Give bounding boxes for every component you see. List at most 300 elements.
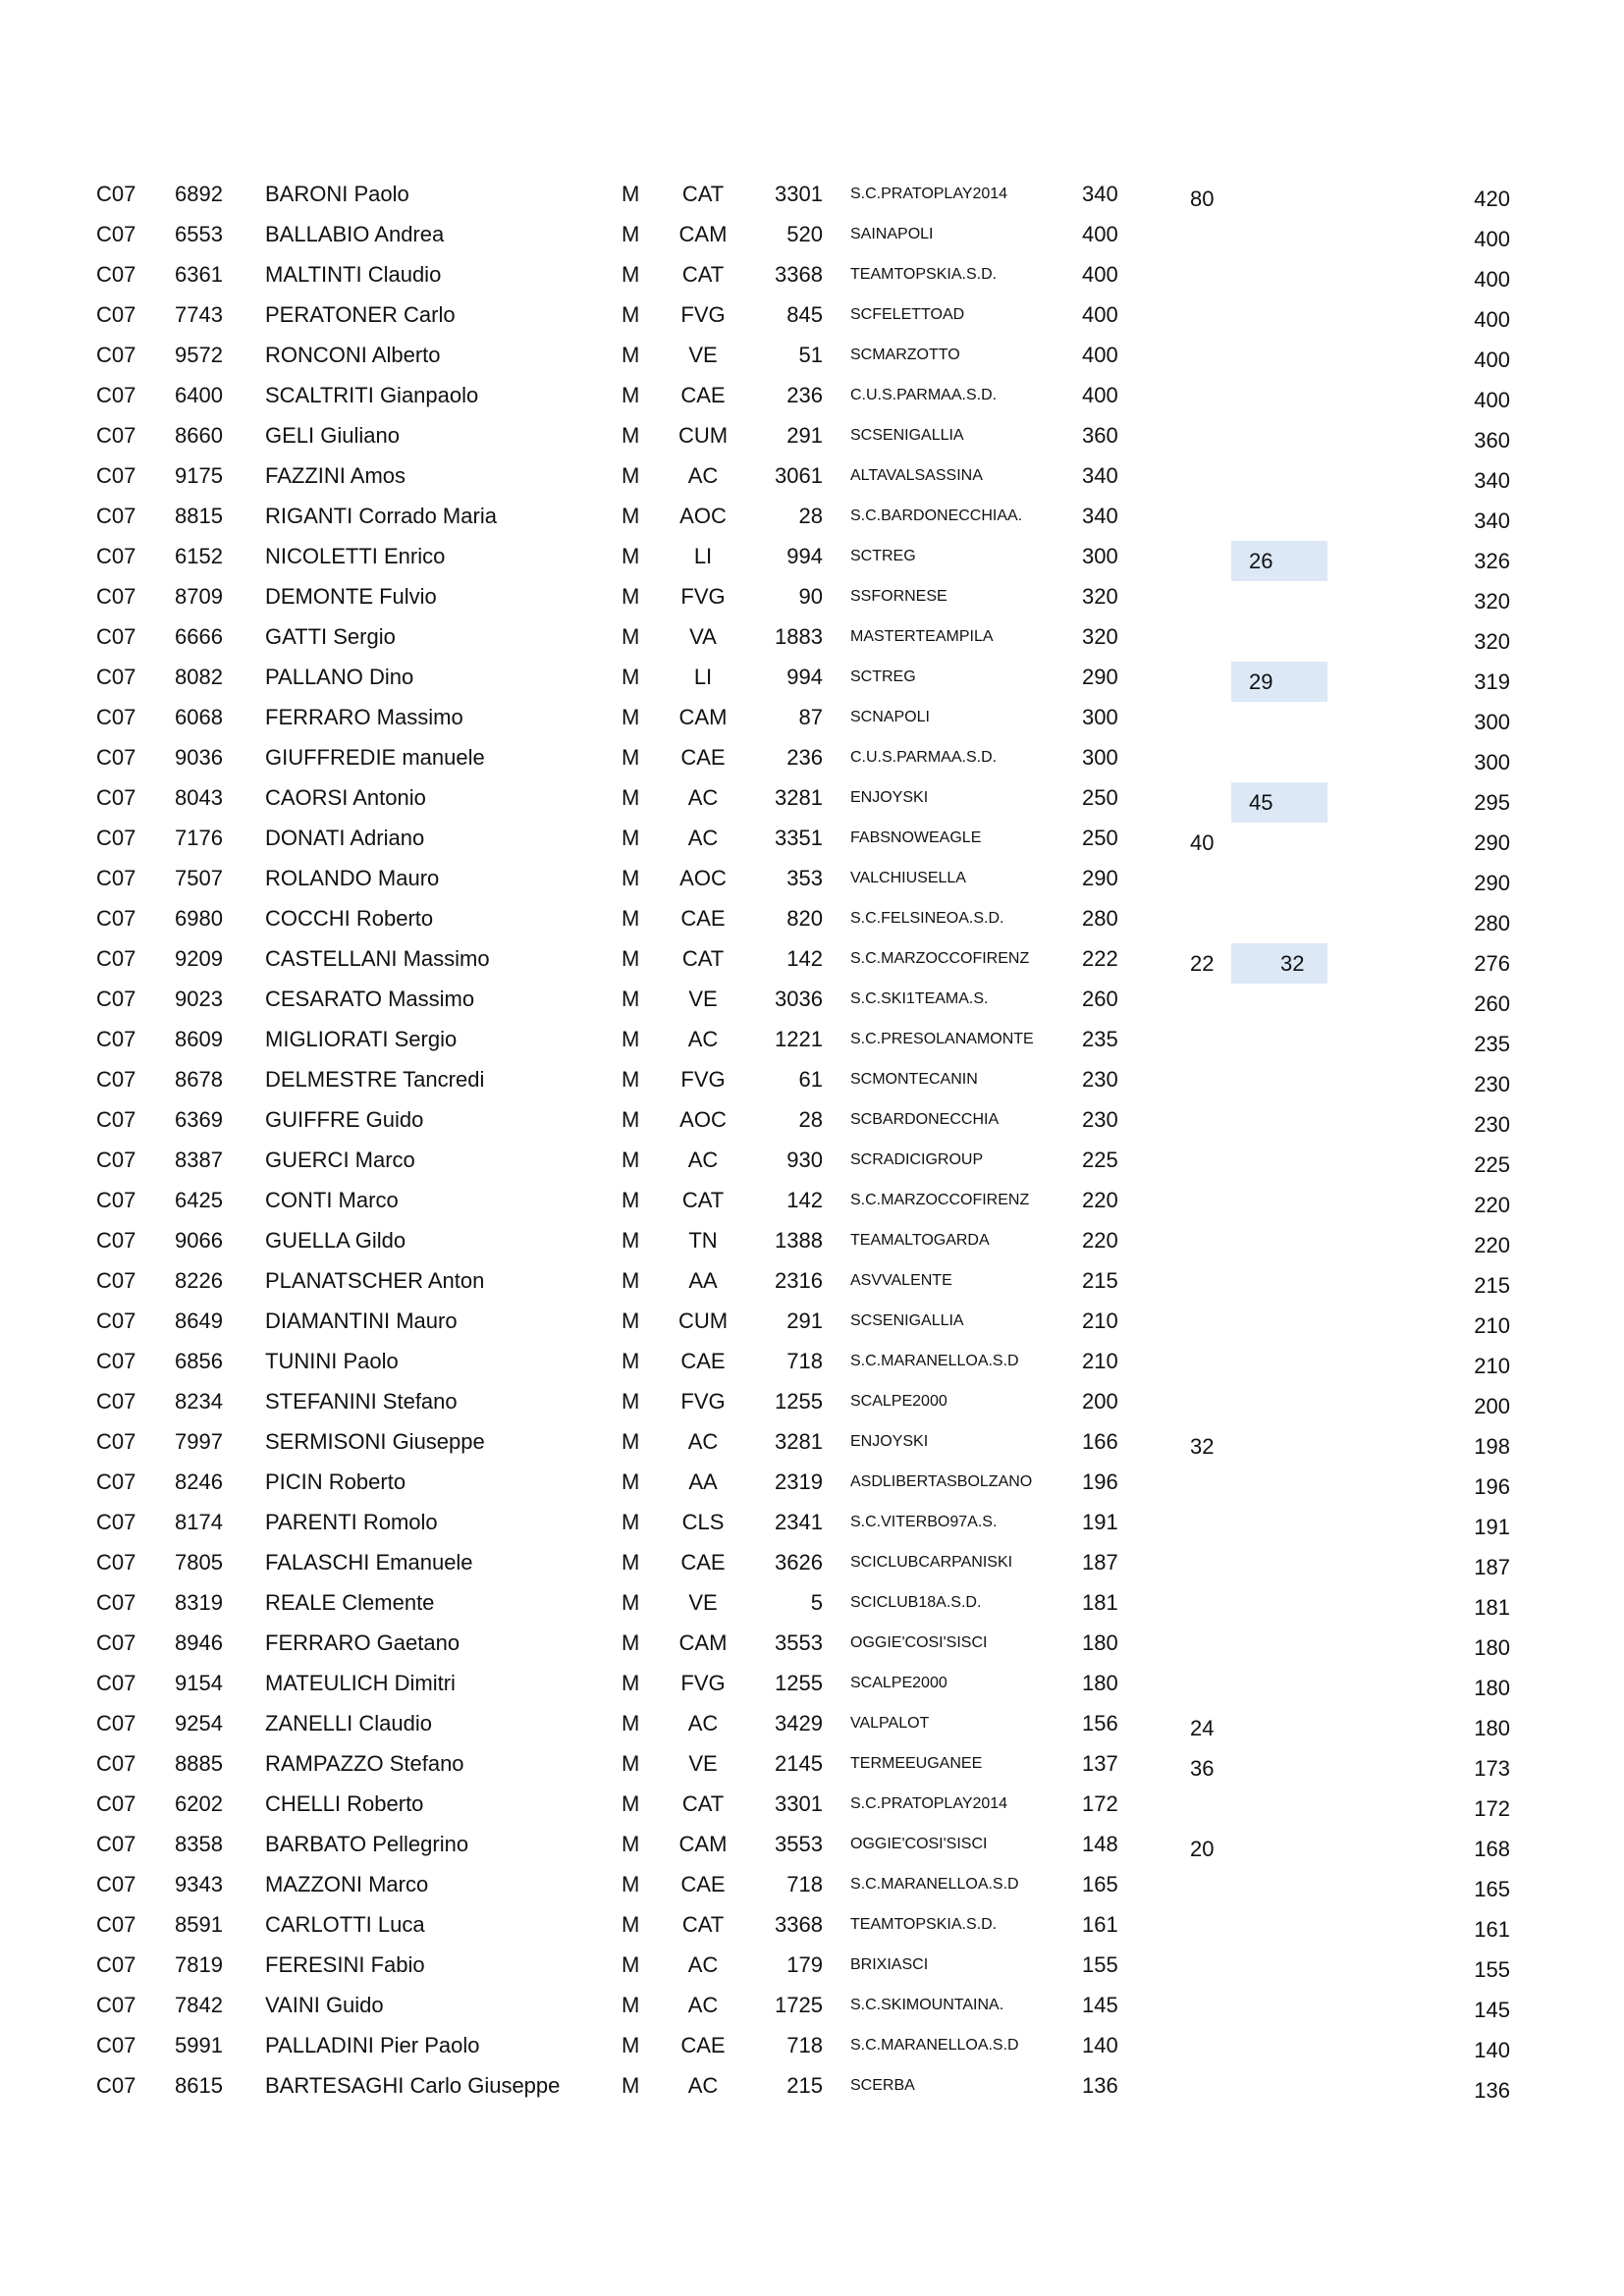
points-cell: 180 bbox=[1082, 1671, 1118, 1695]
athlete-code-cell: 7997 bbox=[175, 1429, 223, 1454]
region-cell: FVG bbox=[680, 1671, 726, 1695]
table-row bbox=[0, 938, 1624, 979]
sex-cell: M bbox=[622, 262, 640, 287]
region-cell: CAT bbox=[681, 182, 725, 206]
category-cell: C07 bbox=[96, 1872, 136, 1896]
athlete-name-cell: COCCHI Roberto bbox=[265, 906, 434, 931]
bonus2-cell bbox=[1231, 863, 1327, 903]
table-row bbox=[0, 1180, 1624, 1220]
bonus2-cell bbox=[1231, 1024, 1327, 1064]
total-cell: 400 bbox=[1474, 347, 1510, 372]
athlete-name-cell: DEMONTE Fulvio bbox=[265, 584, 437, 609]
athlete-name-cell: VAINI Guido bbox=[265, 1993, 384, 2017]
category-cell: C07 bbox=[96, 1751, 136, 1776]
sex-cell: M bbox=[622, 1791, 640, 1816]
points-cell: 165 bbox=[1082, 1872, 1118, 1896]
bonus2-cell bbox=[1231, 2070, 1327, 2110]
bonus2-cell bbox=[1231, 219, 1327, 259]
region-cell: CUM bbox=[677, 423, 729, 448]
category-cell: C07 bbox=[96, 383, 136, 407]
table-row bbox=[0, 1784, 1624, 1824]
club-code-cell: 142 bbox=[786, 946, 823, 971]
club-code-cell: 2145 bbox=[775, 1751, 823, 1776]
athlete-name-cell: BALLABIO Andrea bbox=[265, 222, 445, 246]
athlete-code-cell: 9254 bbox=[175, 1711, 223, 1735]
points-cell: 196 bbox=[1082, 1469, 1118, 1494]
athlete-code-cell: 6361 bbox=[175, 262, 223, 287]
athlete-name-cell: CONTI Marco bbox=[265, 1188, 399, 1212]
total-cell: 198 bbox=[1474, 1434, 1510, 1459]
athlete-name-cell: FERESINI Fabio bbox=[265, 1952, 425, 1977]
bonus1-cell: 32 bbox=[1190, 1434, 1215, 1459]
sex-cell: M bbox=[622, 584, 640, 609]
points-cell: 140 bbox=[1082, 2033, 1118, 2057]
sex-cell: M bbox=[622, 946, 640, 971]
club-code-cell: 1255 bbox=[775, 1389, 823, 1414]
club-code-cell: 994 bbox=[786, 544, 823, 568]
points-cell: 290 bbox=[1082, 665, 1118, 689]
club-code-cell: 718 bbox=[786, 2033, 823, 2057]
athlete-code-cell: 6553 bbox=[175, 222, 223, 246]
region-cell: CAE bbox=[680, 1349, 726, 1373]
athlete-code-cell: 8082 bbox=[175, 665, 223, 689]
club-code-cell: 3351 bbox=[775, 826, 823, 850]
total-cell: 400 bbox=[1474, 307, 1510, 332]
table-row bbox=[0, 1220, 1624, 1260]
sex-cell: M bbox=[622, 1148, 640, 1172]
total-cell: 230 bbox=[1474, 1072, 1510, 1096]
total-cell: 215 bbox=[1474, 1273, 1510, 1298]
region-cell: VE bbox=[688, 1590, 718, 1615]
athlete-code-cell: 8946 bbox=[175, 1630, 223, 1655]
total-cell: 210 bbox=[1474, 1313, 1510, 1338]
athlete-name-cell: FAZZINI Amos bbox=[265, 463, 406, 488]
total-cell: 136 bbox=[1474, 2078, 1510, 2103]
region-cell: CAT bbox=[681, 1912, 725, 1937]
athlete-code-cell: 7507 bbox=[175, 866, 223, 890]
points-cell: 155 bbox=[1082, 1952, 1118, 1977]
points-cell: 260 bbox=[1082, 987, 1118, 1011]
category-cell: C07 bbox=[96, 705, 136, 729]
club-name-cell: ENJOYSKI bbox=[850, 1433, 929, 1450]
club-code-cell: 3553 bbox=[775, 1630, 823, 1655]
region-cell: VA bbox=[689, 624, 717, 649]
region-cell: AC bbox=[687, 1429, 719, 1454]
athlete-name-cell: NICOLETTI Enrico bbox=[265, 544, 446, 568]
club-name-cell: S.C.FELSINEOA.S.D. bbox=[850, 910, 1004, 927]
category-cell: C07 bbox=[96, 1027, 136, 1051]
total-cell: 400 bbox=[1474, 388, 1510, 412]
bonus2-cell bbox=[1231, 259, 1327, 299]
club-name-cell: SCSENIGALLIA bbox=[850, 427, 964, 444]
region-cell: AOC bbox=[679, 866, 727, 890]
category-cell: C07 bbox=[96, 1469, 136, 1494]
region-cell: AC bbox=[687, 1711, 719, 1735]
athlete-code-cell: 6892 bbox=[175, 182, 223, 206]
points-cell: 400 bbox=[1082, 302, 1118, 327]
club-code-cell: 3281 bbox=[775, 785, 823, 810]
athlete-name-cell: GUERCI Marco bbox=[265, 1148, 415, 1172]
region-cell: AC bbox=[687, 1148, 719, 1172]
club-code-cell: 179 bbox=[786, 1952, 823, 1977]
club-code-cell: 2316 bbox=[775, 1268, 823, 1293]
category-cell: C07 bbox=[96, 343, 136, 367]
sex-cell: M bbox=[622, 1510, 640, 1534]
athlete-name-cell: DIAMANTINI Mauro bbox=[265, 1308, 458, 1333]
category-cell: C07 bbox=[96, 302, 136, 327]
bonus2-cell bbox=[1231, 1386, 1327, 1426]
bonus2-cell bbox=[1231, 662, 1327, 702]
sex-cell: M bbox=[622, 1711, 640, 1735]
bonus2-cell bbox=[1231, 1708, 1327, 1748]
total-cell: 276 bbox=[1474, 951, 1510, 976]
sex-cell: M bbox=[622, 544, 640, 568]
sex-cell: M bbox=[622, 1429, 640, 1454]
table-row bbox=[0, 214, 1624, 254]
points-cell: 400 bbox=[1082, 383, 1118, 407]
athlete-code-cell: 8358 bbox=[175, 1832, 223, 1856]
athlete-code-cell: 9023 bbox=[175, 987, 223, 1011]
points-cell: 250 bbox=[1082, 785, 1118, 810]
points-cell: 222 bbox=[1082, 946, 1118, 971]
club-name-cell: BRIXIASCI bbox=[850, 1956, 929, 1973]
category-cell: C07 bbox=[96, 463, 136, 488]
club-name-cell: SCALPE2000 bbox=[850, 1675, 947, 1691]
club-code-cell: 718 bbox=[786, 1872, 823, 1896]
athlete-code-cell: 6152 bbox=[175, 544, 223, 568]
sex-cell: M bbox=[622, 1751, 640, 1776]
points-cell: 340 bbox=[1082, 463, 1118, 488]
club-code-cell: 1883 bbox=[775, 624, 823, 649]
region-cell: CAM bbox=[678, 1630, 728, 1655]
points-cell: 166 bbox=[1082, 1429, 1118, 1454]
athlete-name-cell: FALASCHI Emanuele bbox=[265, 1550, 473, 1575]
points-cell: 191 bbox=[1082, 1510, 1118, 1534]
region-cell: FVG bbox=[680, 1067, 726, 1092]
club-name-cell: ALTAVALSASSINA bbox=[850, 467, 983, 484]
athlete-code-cell: 8649 bbox=[175, 1308, 223, 1333]
athlete-name-cell: ZANELLI Claudio bbox=[265, 1711, 432, 1735]
region-cell: CAM bbox=[678, 1832, 728, 1856]
bonus1-cell: 24 bbox=[1190, 1716, 1215, 1740]
sex-cell: M bbox=[622, 1308, 640, 1333]
total-cell: 196 bbox=[1474, 1474, 1510, 1499]
club-name-cell: S.C.SKIMOUNTAINA. bbox=[850, 1997, 1004, 2013]
club-code-cell: 930 bbox=[786, 1148, 823, 1172]
table-row bbox=[0, 777, 1624, 818]
bonus1-cell: 80 bbox=[1190, 187, 1215, 211]
club-name-cell: OGGIE'COSI'SISCI bbox=[850, 1634, 988, 1651]
sex-cell: M bbox=[622, 745, 640, 770]
points-cell: 137 bbox=[1082, 1751, 1118, 1776]
total-cell: 200 bbox=[1474, 1394, 1510, 1418]
table-row bbox=[0, 1663, 1624, 1703]
category-cell: C07 bbox=[96, 1429, 136, 1454]
sex-cell: M bbox=[622, 1550, 640, 1575]
sex-cell: M bbox=[622, 343, 640, 367]
points-cell: 215 bbox=[1082, 1268, 1118, 1293]
total-cell: 235 bbox=[1474, 1032, 1510, 1056]
points-cell: 220 bbox=[1082, 1228, 1118, 1253]
region-cell: CAM bbox=[678, 705, 728, 729]
athlete-code-cell: 5991 bbox=[175, 2033, 223, 2057]
region-cell: FVG bbox=[680, 1389, 726, 1414]
total-cell: 295 bbox=[1474, 790, 1510, 815]
category-cell: C07 bbox=[96, 1228, 136, 1253]
points-cell: 225 bbox=[1082, 1148, 1118, 1172]
region-cell: AA bbox=[688, 1268, 718, 1293]
sex-cell: M bbox=[622, 1872, 640, 1896]
club-name-cell: OGGIE'COSI'SISCI bbox=[850, 1836, 988, 1852]
athlete-code-cell: 8387 bbox=[175, 1148, 223, 1172]
bonus2-value: 32 bbox=[1280, 951, 1305, 976]
club-code-cell: 51 bbox=[798, 343, 823, 367]
bonus1-cell: 40 bbox=[1190, 830, 1215, 855]
athlete-name-cell: RIGANTI Corrado Maria bbox=[265, 504, 497, 528]
bonus2-cell bbox=[1231, 1426, 1327, 1467]
club-code-cell: 61 bbox=[798, 1067, 823, 1092]
category-cell: C07 bbox=[96, 1832, 136, 1856]
category-cell: C07 bbox=[96, 1188, 136, 1212]
region-cell: VE bbox=[688, 1751, 718, 1776]
athlete-code-cell: 8234 bbox=[175, 1389, 223, 1414]
total-cell: 340 bbox=[1474, 508, 1510, 533]
table-row bbox=[0, 1623, 1624, 1663]
region-cell: CAT bbox=[681, 946, 725, 971]
table-row bbox=[0, 1059, 1624, 1099]
club-name-cell: ASVVALENTE bbox=[850, 1272, 952, 1289]
total-cell: 180 bbox=[1474, 1676, 1510, 1700]
club-name-cell: S.C.MARZOCCOFIRENZ bbox=[850, 950, 1030, 967]
athlete-name-cell: PARENTI Romolo bbox=[265, 1510, 438, 1534]
athlete-name-cell: PALLADINI Pier Paolo bbox=[265, 2033, 480, 2057]
athlete-name-cell: SERMISONI Giuseppe bbox=[265, 1429, 485, 1454]
points-cell: 320 bbox=[1082, 584, 1118, 609]
athlete-code-cell: 9175 bbox=[175, 463, 223, 488]
athlete-code-cell: 8043 bbox=[175, 785, 223, 810]
athlete-code-cell: 8246 bbox=[175, 1469, 223, 1494]
category-cell: C07 bbox=[96, 1107, 136, 1132]
athlete-name-cell: RAMPAZZO Stefano bbox=[265, 1751, 464, 1776]
club-name-cell: SCSENIGALLIA bbox=[850, 1312, 964, 1329]
athlete-code-cell: 6202 bbox=[175, 1791, 223, 1816]
total-cell: 319 bbox=[1474, 669, 1510, 694]
athlete-code-cell: 9572 bbox=[175, 343, 223, 367]
sex-cell: M bbox=[622, 1027, 640, 1051]
category-cell: C07 bbox=[96, 222, 136, 246]
club-code-cell: 1388 bbox=[775, 1228, 823, 1253]
bonus2-cell bbox=[1231, 1587, 1327, 1628]
category-cell: C07 bbox=[96, 1630, 136, 1655]
athlete-code-cell: 8615 bbox=[175, 2073, 223, 2098]
points-cell: 235 bbox=[1082, 1027, 1118, 1051]
bonus2-cell bbox=[1231, 1547, 1327, 1587]
region-cell: CAE bbox=[680, 2033, 726, 2057]
points-cell: 181 bbox=[1082, 1590, 1118, 1615]
sex-cell: M bbox=[622, 906, 640, 931]
total-cell: 340 bbox=[1474, 468, 1510, 493]
table-row bbox=[0, 294, 1624, 335]
points-cell: 340 bbox=[1082, 182, 1118, 206]
athlete-name-cell: DELMESTRE Tancredi bbox=[265, 1067, 485, 1092]
points-cell: 300 bbox=[1082, 705, 1118, 729]
club-name-cell: TEAMTOPSKIA.S.D. bbox=[850, 266, 998, 283]
club-code-cell: 87 bbox=[798, 705, 823, 729]
athlete-code-cell: 6856 bbox=[175, 1349, 223, 1373]
athlete-name-cell: CARLOTTI Luca bbox=[265, 1912, 425, 1937]
region-cell: CUM bbox=[677, 1308, 729, 1333]
category-cell: C07 bbox=[96, 1349, 136, 1373]
table-row bbox=[0, 1703, 1624, 1743]
club-name-cell: SCICLUBCARPANISKI bbox=[850, 1554, 1013, 1571]
club-code-cell: 2319 bbox=[775, 1469, 823, 1494]
club-code-cell: 5 bbox=[810, 1590, 823, 1615]
club-code-cell: 142 bbox=[786, 1188, 823, 1212]
athlete-code-cell: 8885 bbox=[175, 1751, 223, 1776]
club-code-cell: 3368 bbox=[775, 262, 823, 287]
club-name-cell: VALCHIUSELLA bbox=[850, 870, 966, 886]
category-cell: C07 bbox=[96, 2073, 136, 2098]
region-cell: CLS bbox=[681, 1510, 725, 1534]
club-name-cell: SAINAPOLI bbox=[850, 226, 934, 242]
category-cell: C07 bbox=[96, 423, 136, 448]
sex-cell: M bbox=[622, 383, 640, 407]
club-name-cell: ASDLIBERTASBOLZANO bbox=[850, 1473, 1033, 1490]
region-cell: CAT bbox=[681, 1188, 725, 1212]
club-code-cell: 1255 bbox=[775, 1671, 823, 1695]
points-cell: 145 bbox=[1082, 1993, 1118, 2017]
total-cell: 360 bbox=[1474, 428, 1510, 453]
bonus2-cell bbox=[1231, 2030, 1327, 2070]
total-cell: 168 bbox=[1474, 1837, 1510, 1861]
bonus2-cell bbox=[1231, 581, 1327, 621]
points-cell: 290 bbox=[1082, 866, 1118, 890]
sex-cell: M bbox=[622, 1067, 640, 1092]
athlete-code-cell: 7805 bbox=[175, 1550, 223, 1575]
bonus2-value: 26 bbox=[1249, 549, 1273, 573]
athlete-name-cell: CAORSI Antonio bbox=[265, 785, 426, 810]
bonus2-cell bbox=[1231, 1829, 1327, 1869]
table-row bbox=[0, 415, 1624, 455]
athlete-code-cell: 6980 bbox=[175, 906, 223, 931]
table-row bbox=[0, 1140, 1624, 1180]
club-code-cell: 3368 bbox=[775, 1912, 823, 1937]
club-code-cell: 353 bbox=[786, 866, 823, 890]
sex-cell: M bbox=[622, 1469, 640, 1494]
total-cell: 225 bbox=[1474, 1152, 1510, 1177]
sex-cell: M bbox=[622, 1952, 640, 1977]
club-name-cell: C.U.S.PARMAA.S.D. bbox=[850, 387, 998, 403]
athlete-name-cell: RONCONI Alberto bbox=[265, 343, 441, 367]
table-row bbox=[0, 697, 1624, 737]
points-cell: 156 bbox=[1082, 1711, 1118, 1735]
table-row bbox=[0, 1421, 1624, 1462]
club-code-cell: 3281 bbox=[775, 1429, 823, 1454]
category-cell: C07 bbox=[96, 1590, 136, 1615]
total-cell: 220 bbox=[1474, 1233, 1510, 1257]
athlete-code-cell: 7842 bbox=[175, 1993, 223, 2017]
total-cell: 400 bbox=[1474, 267, 1510, 292]
bonus2-cell bbox=[1231, 1869, 1327, 1909]
club-name-cell: S.C.PRATOPLAY2014 bbox=[850, 1795, 1008, 1812]
category-cell: C07 bbox=[96, 544, 136, 568]
athlete-name-cell: BARBATO Pellegrino bbox=[265, 1832, 469, 1856]
club-code-cell: 2341 bbox=[775, 1510, 823, 1534]
table-row bbox=[0, 1341, 1624, 1381]
athlete-code-cell: 6425 bbox=[175, 1188, 223, 1212]
points-cell: 180 bbox=[1082, 1630, 1118, 1655]
table-row bbox=[0, 174, 1624, 214]
sex-cell: M bbox=[622, 624, 640, 649]
points-cell: 161 bbox=[1082, 1912, 1118, 1937]
bonus1-cell: 36 bbox=[1190, 1756, 1215, 1781]
category-cell: C07 bbox=[96, 182, 136, 206]
points-cell: 300 bbox=[1082, 544, 1118, 568]
points-cell: 230 bbox=[1082, 1107, 1118, 1132]
category-cell: C07 bbox=[96, 1912, 136, 1937]
club-name-cell: SCNAPOLI bbox=[850, 709, 930, 725]
sex-cell: M bbox=[622, 1188, 640, 1212]
athlete-code-cell: 9036 bbox=[175, 745, 223, 770]
table-row bbox=[0, 496, 1624, 536]
table-row bbox=[0, 254, 1624, 294]
bonus2-cell bbox=[1231, 823, 1327, 863]
points-cell: 340 bbox=[1082, 504, 1118, 528]
athlete-code-cell: 9154 bbox=[175, 1671, 223, 1695]
table-row bbox=[0, 1301, 1624, 1341]
table-row bbox=[0, 979, 1624, 1019]
athlete-code-cell: 7743 bbox=[175, 302, 223, 327]
club-code-cell: 718 bbox=[786, 1349, 823, 1373]
points-cell: 400 bbox=[1082, 222, 1118, 246]
sex-cell: M bbox=[622, 1832, 640, 1856]
table-row bbox=[0, 1462, 1624, 1502]
club-name-cell: S.C.VITERBO97A.S. bbox=[850, 1514, 998, 1530]
athlete-name-cell: GUELLA Gildo bbox=[265, 1228, 406, 1253]
club-code-cell: 845 bbox=[786, 302, 823, 327]
sex-cell: M bbox=[622, 785, 640, 810]
athlete-code-cell: 8815 bbox=[175, 504, 223, 528]
total-cell: 165 bbox=[1474, 1877, 1510, 1901]
bonus2-cell bbox=[1231, 1225, 1327, 1265]
bonus2-cell bbox=[1231, 943, 1327, 984]
club-name-cell: S.C.MARANELLOA.S.D bbox=[850, 2037, 1019, 2054]
bonus2-cell bbox=[1231, 621, 1327, 662]
points-cell: 220 bbox=[1082, 1188, 1118, 1212]
bonus2-cell bbox=[1231, 984, 1327, 1024]
total-cell: 290 bbox=[1474, 871, 1510, 895]
club-name-cell: SSFORNESE bbox=[850, 588, 947, 605]
total-cell: 172 bbox=[1474, 1796, 1510, 1821]
sex-cell: M bbox=[622, 705, 640, 729]
athlete-code-cell: 8174 bbox=[175, 1510, 223, 1534]
points-cell: 400 bbox=[1082, 262, 1118, 287]
bonus2-cell bbox=[1231, 702, 1327, 742]
club-code-cell: 3301 bbox=[775, 182, 823, 206]
club-name-cell: C.U.S.PARMAA.S.D. bbox=[850, 749, 998, 766]
athlete-code-cell: 7819 bbox=[175, 1952, 223, 1977]
bonus2-cell bbox=[1231, 1990, 1327, 2030]
bonus2-value: 29 bbox=[1249, 669, 1273, 694]
sex-cell: M bbox=[622, 302, 640, 327]
bonus2-cell bbox=[1231, 460, 1327, 501]
region-cell: VE bbox=[688, 987, 718, 1011]
table-row bbox=[0, 1099, 1624, 1140]
table-row bbox=[0, 898, 1624, 938]
athlete-code-cell: 9209 bbox=[175, 946, 223, 971]
athlete-code-cell: 6369 bbox=[175, 1107, 223, 1132]
sex-cell: M bbox=[622, 2073, 640, 2098]
